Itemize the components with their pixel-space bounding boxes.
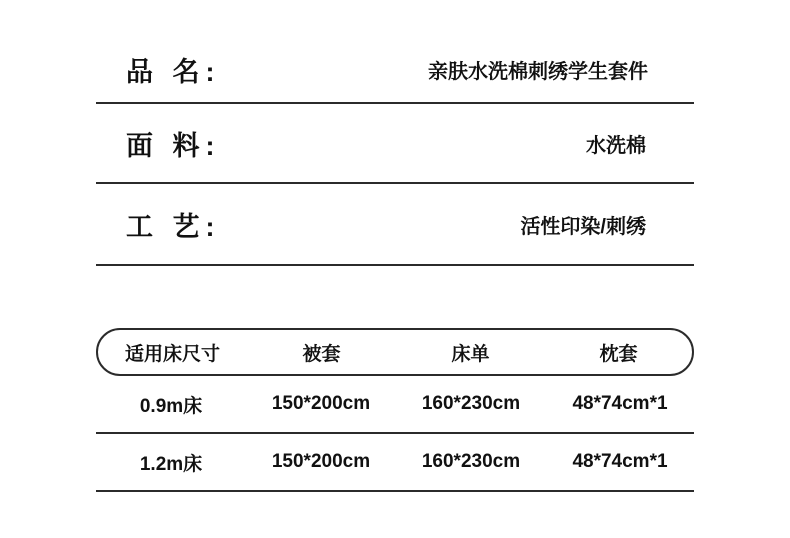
- size-cell-pillowcase: 48*74cm*1: [572, 393, 668, 414]
- size-table-header-row: [96, 328, 694, 376]
- spec-label-material: 面 料:: [126, 130, 221, 161]
- size-cell-bed-sheet: 160*230cm: [421, 393, 521, 414]
- size-table-header-pillowcase: 枕套: [599, 343, 638, 365]
- spec-value-craft: 活性印染/刺绣: [520, 215, 646, 238]
- size-cell-duvet-cover: 150*200cm: [271, 393, 371, 414]
- spec-value-product-name: 亲肤水洗棉刺绣学生套件: [428, 60, 648, 83]
- spec-row-product-name: [96, 36, 694, 104]
- spec-value-material: 水洗棉: [586, 134, 646, 157]
- spec-label-craft: 工 艺:: [126, 211, 221, 242]
- size-cell-duvet-cover: 150*200cm: [271, 451, 371, 472]
- size-table-header-bed-size: 适用床尺寸: [124, 343, 220, 365]
- size-table-header-duvet-cover: 被套: [302, 343, 341, 365]
- spec-label-product-name: 品 名:: [126, 56, 221, 87]
- spec-row-material: [96, 104, 694, 184]
- spec-list: [96, 36, 694, 266]
- size-cell-bed-size: 1.2m床: [139, 453, 203, 475]
- size-cell-bed-sheet: 160*230cm: [421, 451, 521, 472]
- table-row: [96, 434, 694, 492]
- size-cell-pillowcase: 48*74cm*1: [572, 451, 668, 472]
- table-row: [96, 376, 694, 434]
- size-table: [96, 328, 694, 492]
- size-table-header-bed-sheet: 床单: [451, 343, 490, 365]
- spec-row-craft: [96, 184, 694, 266]
- size-cell-bed-size: 0.9m床: [139, 395, 203, 417]
